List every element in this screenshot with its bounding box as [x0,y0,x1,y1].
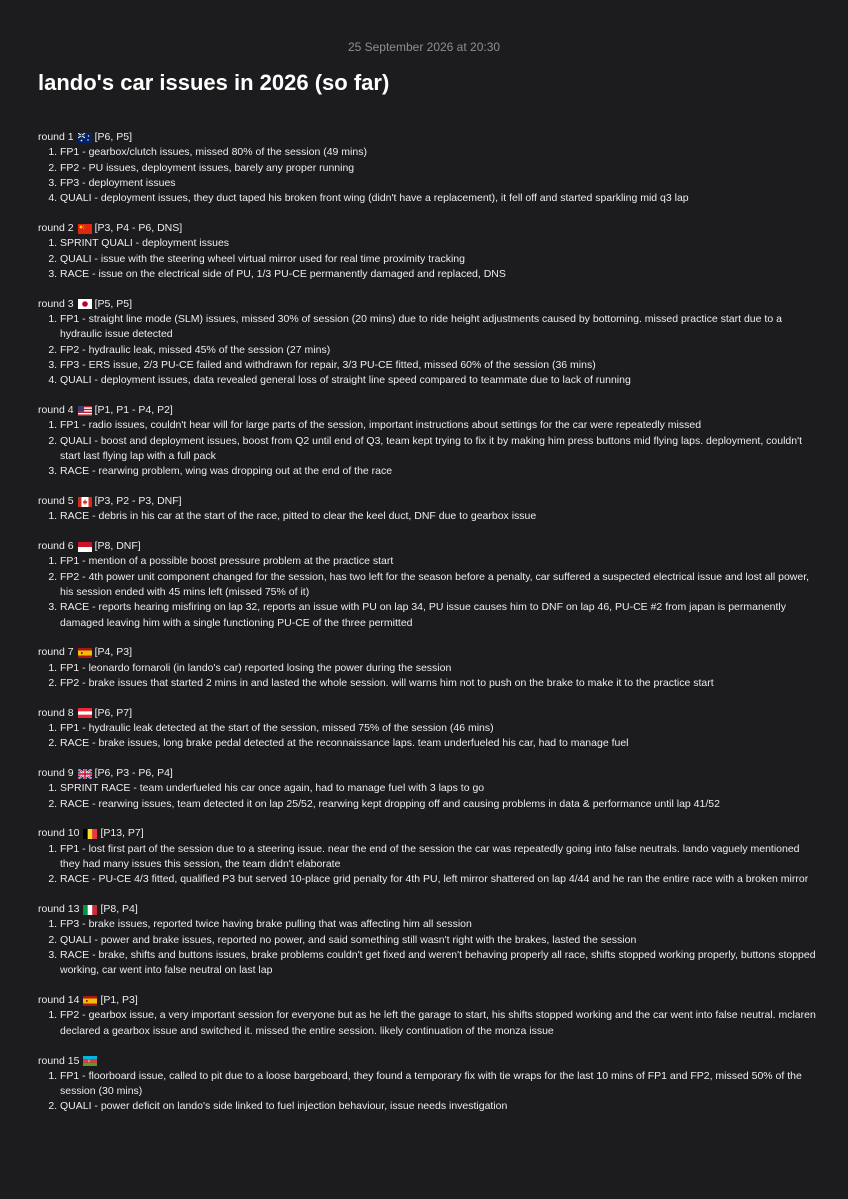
issue-list [38,781,818,812]
azerbaijan-flag-icon [83,1056,97,1066]
japan-flag-icon [78,299,92,309]
china-flag-icon [78,224,92,234]
issue-list [38,661,818,692]
issue-item: 1. FP1 - straight line mode (SLM) issues, missed 30% of session (20 mins) due to ride height adjustments caused by bottoming. missed practice start due to a hydraulic issue detected [60,312,818,343]
issue-list [38,312,818,388]
austria-flag-icon [78,708,92,718]
round-label: round 14 [38,994,80,1007]
round-header [38,221,818,236]
issue-list [38,917,818,978]
round-section [38,539,818,631]
round-header [38,539,818,554]
issue-item: 1. FP1 - radio issues, couldn't hear will for large parts of the session, important instructions about settings for the car were repeatedly missed [60,418,818,433]
issue-item: 2. RACE - rearwing issues, team detected it on lap 25/52, rearwing kept dropping off and causing problems in data & performance until lap 41/52 [60,797,818,812]
issue-list [38,1008,818,1039]
issue-item: 1. FP1 - mention of a possible boost pressure problem at the practice start [60,554,818,569]
round-results: [P8, DNF] [94,540,141,553]
canada-flag-icon [78,497,92,507]
spain-flag-icon [78,648,92,658]
issue-item: 1. FP3 - brake issues, reported twice having brake pulling that was affecting him all session [60,917,818,932]
round-header [38,993,818,1008]
issue-item: 1. FP1 - floorboard issue, called to pit due to a loose bargeboard, they found a temporary fix with tie wraps for the last 10 mins of FP1 and FP2, missed 50% of the session (30 mins) [60,1069,818,1100]
round-label: round 10 [38,827,80,840]
issue-item: 2. QUALI - boost and deployment issues, boost from Q2 until end of Q3, team kept trying to fix it by making him press buttons mid flying laps. deployment, couldn't start last flying lap with a full pack [60,434,818,465]
round-section [38,645,818,691]
issue-list [38,721,818,752]
issue-item: 1. SPRINT RACE - team underfueled his car once again, had to manage fuel with 3 laps to go [60,781,818,796]
round-section [38,993,818,1039]
round-results: [P6, P3 - P6, P4] [94,767,173,780]
round-results: [P6, P7] [94,706,132,719]
spain-flag-icon [83,996,97,1006]
round-label: round 7 [38,646,74,659]
issue-item: 2. FP2 - 4th power unit component changed for the session, has two left for the season before a penalty, car suffered a suspected electrical issue and lost all power, his session ended with 45 mins left (missed 75% of it) [60,570,818,601]
issue-list [38,236,818,282]
monaco-flag-icon [78,542,92,552]
issue-list [38,418,818,479]
note-body[interactable] [38,130,818,1129]
round-results: [P5, P5] [94,297,132,310]
round-label: round 3 [38,297,74,310]
round-header [38,645,818,660]
round-label: round 6 [38,540,74,553]
issue-item: 3. RACE - rearwing problem, wing was dropping out at the end of the race [60,464,818,479]
round-label: round 2 [38,221,74,234]
issue-item: 2. QUALI - power deficit on lando's side linked to fuel injection behaviour, issue needs investigation [60,1099,818,1114]
round-header [38,297,818,312]
issue-item: 2. QUALI - issue with the steering wheel virtual mirror used for real time proximity tracking [60,252,818,267]
round-header [38,706,818,721]
issue-item: 4. QUALI - deployment issues, they duct taped his broken front wing (didn't have a replacement), it fell off and started sparkling mid q3 lap [60,191,818,206]
uk-flag-icon [78,769,92,779]
round-results: [P8, P4] [100,903,138,916]
round-section [38,403,818,479]
round-results: [P1, P1 - P4, P2] [94,403,173,416]
italy-flag-icon [83,905,97,915]
round-label: round 4 [38,403,74,416]
issue-item: 2. FP2 - hydraulic leak, missed 45% of the session (27 mins) [60,343,818,358]
round-label: round 5 [38,494,74,507]
issue-item: 2. FP2 - PU issues, deployment issues, barely any proper running [60,161,818,176]
round-header [38,494,818,509]
issue-item: 3. FP3 - deployment issues [60,176,818,191]
issue-list [38,554,818,630]
issue-item: 2. RACE - PU-CE 4/3 fitted, qualified P3 but served 10-place grid penalty for 4th PU, left mirror shattered on lap 4/44 and he ran the entire race with a broken mirror [60,872,818,887]
round-section [38,1054,818,1115]
issue-item: 2. RACE - brake issues, long brake pedal detected at the reconnaissance laps. team underfueled his car, had to manage fuel [60,736,818,751]
round-header [38,902,818,917]
note-title: lando's car issues in 2026 (so far) [38,70,390,95]
usa-flag-icon [78,406,92,416]
issue-item: 1. FP1 - lost first part of the session due to a steering issue. near the end of the session the car was repeatedly going into false neutrals. lando vaguely mentioned they had many issues this session, the team didn't elaborate [60,842,818,873]
round-label: round 15 [38,1054,80,1067]
round-section [38,297,818,389]
issue-item: 2. FP2 - brake issues that started 2 mins in and lasted the whole session. will warns him not to push on the brake to make it to the practice start [60,676,818,691]
round-section [38,221,818,282]
round-results: [P4, P3] [94,646,132,659]
round-section [38,706,818,752]
round-header [38,130,818,145]
australia-flag-icon [78,133,92,143]
issue-item: 1. RACE - debris in his car at the start of the race, pitted to clear the keel duct, DNF due to gearbox issue [60,509,818,524]
issue-item: 1. SPRINT QUALI - deployment issues [60,236,818,251]
issue-item: 3. RACE - issue on the electrical side of PU, 1/3 PU-CE permanently damaged and replaced, DNS [60,267,818,282]
round-header [38,766,818,781]
issue-list [38,1069,818,1115]
issue-item: 1. FP1 - leonardo fornaroli (in lando's car) reported losing the power during the session [60,661,818,676]
round-results: [P3, P4 - P6, DNS] [94,221,183,234]
round-header [38,403,818,418]
issue-item: 4. QUALI - deployment issues, data revealed general loss of straight line speed compared to teammate due to lack of running [60,373,818,388]
round-label: round 8 [38,706,74,719]
issue-list [38,509,818,524]
round-label: round 13 [38,903,80,916]
issue-list [38,145,818,206]
round-results: [P3, P2 - P3, DNF] [94,494,182,507]
issue-item: 1. FP1 - gearbox/clutch issues, missed 80% of the session (49 mins) [60,145,818,160]
round-label: round 1 [38,131,74,143]
round-header [38,1054,818,1069]
issue-item: 3. RACE - reports hearing misfiring on lap 32, reports an issue with PU on lap 34, PU issue causes him to DNF on lap 46, PU-CE #2 from japan is permanently damaged leaving him with a single functioning PU-CE of the three permitted [60,600,818,631]
round-results: [P13, P7] [100,827,144,840]
round-section [38,902,818,978]
round-results: [P1, P3] [100,994,138,1007]
round-results: [P6, P5] [94,131,132,143]
belgium-flag-icon [83,829,97,839]
round-header [38,826,818,841]
round-section [38,494,818,525]
round-label: round 9 [38,767,74,780]
issue-item: 2. QUALI - power and brake issues, reported no power, and said something still wasn't right with the brakes, lasted the session [60,933,818,948]
issue-item: 1. FP1 - hydraulic leak detected at the start of the session, missed 75% of the session (46 mins) [60,721,818,736]
issue-list [38,842,818,888]
round-section [38,766,818,812]
issue-item: 3. FP3 - ERS issue, 2/3 PU-CE failed and withdrawn for repair, 3/3 PU-CE fitted, missed 60% of the session (36 mins) [60,358,818,373]
round-section [38,130,818,206]
issue-item: 1. FP2 - gearbox issue, a very important session for everyone but as he left the garage to start, his shifts stopped working and the car went into false neutral. mclaren declared a gearbox issue and switched it. missed the entire session. likely continuation of the monza issue [60,1008,818,1039]
issue-item: 3. RACE - brake, shifts and buttons issues, brake problems couldn't get fixed and weren't behaving properly all race, shifts stopped working properly, buttons stopped working, car went into false neutral on last lap [60,948,818,979]
note-timestamp: 25 September 2026 at 20:30 [347,40,501,54]
round-section [38,826,818,887]
